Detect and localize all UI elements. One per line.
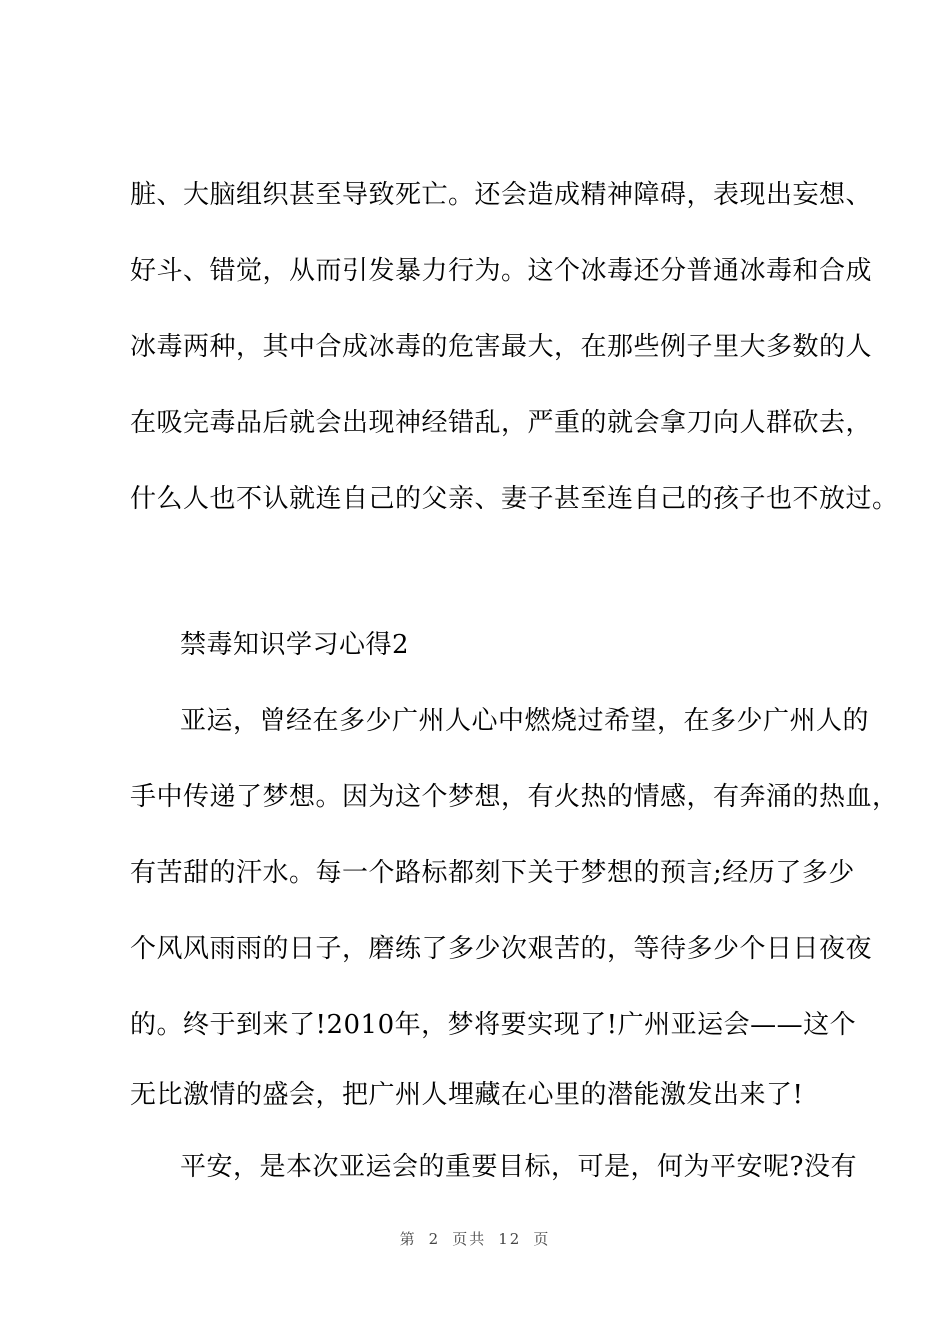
footer-current-page: 2 xyxy=(428,1230,441,1248)
footer-suffix: 页 xyxy=(533,1230,551,1248)
paragraph-3-line-1: 平安，是本次亚运会的重要目标，可是，何为平安呢?没有 xyxy=(180,1152,857,1182)
paragraph-2-line-1: 亚运，曾经在多少广州人心中燃烧过希望，在多少广州人的 xyxy=(180,706,870,736)
paragraph-1-line-2: 好斗、错觉，从而引发暴力行为。这个冰毒还分普通冰毒和合成 xyxy=(130,256,873,286)
footer-total-pages: 12 xyxy=(498,1230,522,1248)
paragraph-2-line-2: 手中传递了梦想。因为这个梦想，有火热的情感，有奔涌的热血， xyxy=(130,782,899,812)
page-footer xyxy=(0,1228,950,1249)
footer-prefix: 第 xyxy=(399,1230,417,1248)
paragraph-2-line-3: 有苦甜的汗水。每一个路标都刻下关于梦想的预言;经历了多少 xyxy=(130,858,855,888)
section-heading: 禁毒知识学习心得2 xyxy=(180,630,410,660)
paragraph-1-line-4: 在吸完毒品后就会出现神经错乱，严重的就会拿刀向人群砍去， xyxy=(130,408,873,438)
footer-middle: 页共 xyxy=(452,1230,487,1248)
paragraph-2-line-4: 个风风雨雨的日子，磨练了多少次艰苦的，等待多少个日日夜夜 xyxy=(130,934,873,964)
paragraph-2-line-5: 的。终于到来了!2010年，梦将要实现了!广州亚运会——这个 xyxy=(130,1010,857,1040)
paragraph-1-line-3: 冰毒两种，其中合成冰毒的危害最大，在那些例子里大多数的人 xyxy=(130,332,873,362)
paragraph-1-line-1: 脏、大脑组织甚至导致死亡。还会造成精神障碍，表现出妄想、 xyxy=(130,180,873,210)
paragraph-1-line-5: 什么人也不认就连自己的父亲、妻子甚至连自己的孩子也不放过。 xyxy=(130,484,899,514)
paragraph-2-line-6: 无比激情的盛会，把广州人埋藏在心里的潜能激发出来了! xyxy=(130,1080,804,1110)
